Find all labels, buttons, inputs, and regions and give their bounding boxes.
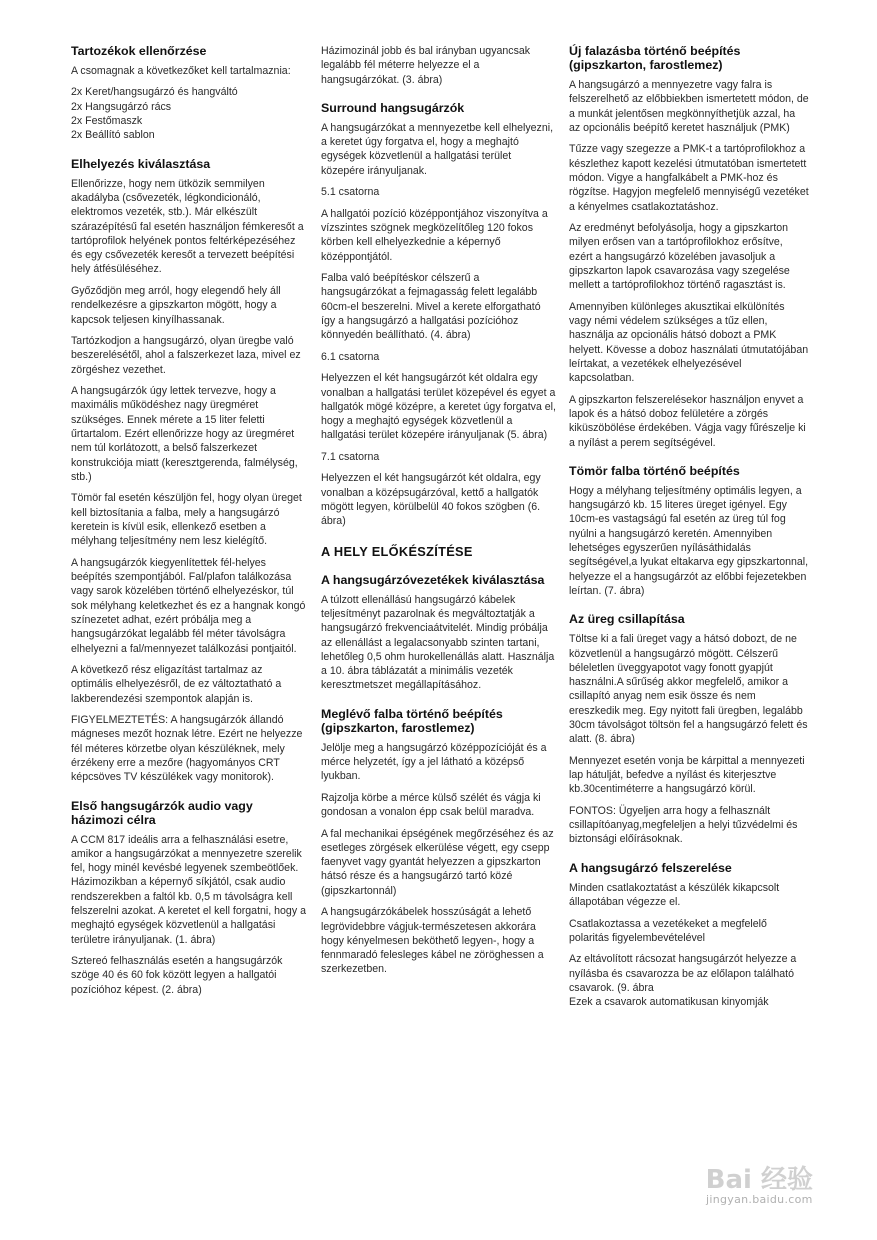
heading-site-preparation: A HELY ELŐKÉSZÍTÉSE [321,543,473,559]
paragraph: Mennyezet esetén vonja be kárpittal a mennyezeti lap hátulját, befedve a nyílást és kiterjesztve kb.30centiméterre a hangsugárzó körül. [569,754,805,796]
paragraph: A következő rész eligazítást tartalmaz az optimális elhelyezésről, de ez változtatható a lakberendezési szempontok alapján is. [71,664,282,705]
paragraph: Tűzze vagy szegezze a PMK-t a tartóprofilokhoz a készlethez kapott kezelési útmutatóban ismertetett módon. Vigye a hangfalkábelt a PMK-hoz és rögzítse. Hagyjon megfelelő mennyiségű vezetéket a kényelmes csatlakoztatáshoz. [569,143,809,213]
paragraph: A fal mechanikai épségének megőrzéséhez és az esetleges zörgések elkerülése végett, egy csepp faenyvet vagy gyantát helyezzen a gipszkarton hátsó része és a hangsugárzó tartó közé (gipszkartonnál) [321,827,554,897]
heading-cable-selection: A hangsugárzóvezetékek kiválasztása [321,572,545,587]
paragraph: A hangsugárzókat a mennyezetbe kell elhelyezni, a keretet úgy forgatva el, hogy a meghajtó egységek közvetlenül a hallgatási terület közepére irányuljanak. [321,121,554,177]
paragraph: A csomagnak a következőket kell tartalmaznia: [71,65,291,77]
list-item: 2x Hangsugárzó rács [71,100,172,113]
heading-speaker-mounting: A hangsugárzó felszerelése [569,860,732,875]
paragraph: Rajzolja körbe a mérce külső szélét és vágja ki gondosan a vonalon épp csak belül maradva. [321,791,541,819]
paragraph: A hallgatói pozíció középpontjához viszonyítva a vízszintes szögnek megközelítőleg 120 fokos körben kell elhelyezkednie a képernyő középpontjától. [321,207,548,263]
paragraph: Hogy a mélyhang teljesítmény optimális legyen, a hangsugárzó kb. 15 literes üreget igényel. Egy 10cm-es vastagságú fal esetén az üreg túl fog nyúlni a hangsugárzó keretén. Amennyiben lehetséges egyszerűen nyílásáthidalás segítségével,a lyukat eltakarva egy gipszkartonnal, helyezze el a hangsugárzót az előbbi fejezetekben leírtan. (7. ábra) [569,484,809,597]
heading-new-wall: Új falazásba történő beépítés (gipszkarton, farostlemez) [569,44,741,72]
paragraph: Csatlakoztassa a vezetékeket a megfelelő polaritás figyelembevételével [569,917,767,944]
paragraph: A hangsugárzókábelek hosszúságát a lehető legrövidebbre vágjuk-természetesen akkorára hogy kényelmesen beköthető legyen-, hogy a fennmaradó felesleges kábel ne zöröghessen a szerkezetben. [321,906,544,976]
paragraph: A hangsugárzó a mennyezetre vagy falra is felszerelhető az előbbiekben ismertetett módon, de a munkát jelentősen megkönnyíthetjük azzal, ha az opcionális beépítő keretet használjuk (PMK) [569,79,809,134]
channel-label: 5.1 csatorna [321,186,380,199]
paragraph: Ezek a csavarok automatikusan kinyomják [569,996,769,1009]
paragraph: Tartózkodjon a hangsugárzó, olyan üregbe való beszerelésétől, ahol a falszerkezet laza, mivel ez zörgéshez vezethet. [71,335,301,376]
watermark-url: jingyan.baidu.com [706,1193,813,1206]
column-2 [321,44,557,984]
paragraph: Tömör fal esetén készüljön fel, hogy olyan üreget kell biztosítania a falba, mely a hangsugárzó keretein is kívül esik, ellenkező esetben a mélyhang teljesítmény nem lesz kielégítő. [71,492,302,548]
paragraph: Az eredményt befolyásolja, hogy a gipszkarton milyen erősen van a tartóprofilokhoz erősítve, ezért a hangsugárzó közelében javasoljuk a gipszkarton lapok csavarozása vagy szegelése mellett a tartóprofilokhoz történő ragasztást is. [569,222,790,292]
paragraph: A CCM 817 ideális arra a felhasználási esetre, amikor a hangsugárzókat a mennyezetre szerelik fel, hogy minél kevésbé legyenek szembeötlőek. Házimozikban a képernyő síkjától, csak audio rendszerekben a faltól kb. 0,5 m távolságra kell felszerelni azokat. A keretet el kell forgatni, hogy a meghajtó egységek közvetlenül a hallgatási területre irányuljanak. (1. ábra) [71,833,306,946]
paragraph: Ellenőrizze, hogy nem ütközik semmilyen akadályba (csővezeték, légkondicionáló, elektromos vezeték, stb.). Már elkészült szárazépítésű fal esetén használjon fémkeresőt a tartóprofilok helyének pontos feltérképezéséhez és egy csővezeték keresőt a tervezett beépítési hely átfésüléséhez. [71,177,304,276]
paragraph: A gipszkarton felszerelésekor használjon enyvet a lapok és a hátsó doboz felületére a zörgés kiküszöbölése érdekében. Vágja vagy fűrészelje ki a nyílást a perem segítségével. [569,393,806,449]
document-page [71,44,810,1224]
baidu-logo-icon: Bai 经验 [705,1165,813,1195]
paragraph: Amennyiben különleges akusztikai elkülönítés vagy némi védelem szükséges a tűz ellen, használja az opcionális hátsó dobozt a PMK helyett. Kövesse a doboz használati útmutatójában leírtakat, a vezetékek elhelyezésével kapcsolatban. [569,300,809,385]
list-item: 2x Beállító sablon [71,129,155,142]
paragraph: Az eltávolított rácsozat hangsugárzót helyezze a nyílásba és csavarozza be az előlapon található csavarok. (9. ábra [569,953,797,994]
paragraph: Minden csatlakoztatást a készülék kikapcsolt állapotában végezze el. [569,881,780,909]
paragraph: Házimozinál jobb és bal irányban ugyancsak legalább fél méterre helyezze el a hangsugárzókat. (3. ábra) [321,45,531,86]
paragraph: Helyezzen el két hangsugárzót két oldalra, egy vonalban a középsugárzóval, kettő a hallgatók mögött legyen, körülbelül 40 fokos szögben (6. ábra) [321,472,541,528]
heading-surround-speakers: Surround hangsugárzók [321,100,465,115]
list-item: 2x Keret/hangsugárzó és hangváltó [71,86,238,99]
paragraph: Sztereó felhasználás esetén a hangsugárzók szöge 40 és 60 fok között legyen a hallgatói pozícióhoz képest. (2. ábra) [71,955,283,996]
paragraph: A túlzott ellenállású hangsugárzó kábelek teljesítményt pazarolnak és megváltoztatják a hangsugárzó frekvenciaátvitelét. Mindig próbálja az ellenállást a legalacsonyabb szinten tartani, lehetőleg 0,5 ohm hurokellenállás alatt. Használja a 10. ábra táblázatát a minimális vezeték keresztmetszet megállapításához. [321,593,555,692]
paragraph: A hangsugárzók kiegyenlítettek fél-helyes beépítés szempontjából. Fal/plafon találkozása vagy sarok közelében történő elhelyezéskor, túl sok mélyhang keletkezhet és ez a hangnak kongó színezetet adhat, ezért próbálja meg a hangsugárzókat legalább fél méter távolságra elhelyezni a fal/mennyezet találkozási pontjaitól. [71,556,306,655]
paragraph: Töltse ki a fali üreget vagy a hátsó dobozt, de ne közvetlenül a hangsugárzó mögött. Célszerű béleletlen üveggyapotot vagy fonott gyapjút használni.A sűrűség akkor megfelelő, amikor a csillapító anyag nem esik össze és nem ereszkedik meg. Egy nyitott fali üregben, legalább 30cm távolságot töltsön fel a hangsugárzó felett és alatt. (8. ábra) [569,633,808,746]
list-item: 2x Festőmaszk [71,115,143,128]
heading-cavity-damping: Az üreg csillapítása [569,612,685,627]
heading-solid-wall: Tömör falba történő beépítés [569,463,740,478]
channel-label: 6.1 csatorna [321,350,380,363]
paragraph: Falba való beépítéskor célszerű a hangsugárzókat a fejmagasság felett legalább 60cm-el beszerelni. Mivel a kerete elforgatható így a hangsugárzó a hallgatási pozícióhoz könnyedén beállítható. (4. ábra) [321,272,541,342]
column-3 [569,44,809,1017]
heading-existing-wall: Meglévő falba történő beépítés (gipszkarton, farostlemez) [321,706,503,735]
paragraph: Győződjön meg arról, hogy elegendő hely áll rendelkezésre a gipszkarton mögött, hogy a kapcsok teljesen kinyílhassanak. [71,284,281,326]
column-1 [71,44,307,1004]
heading-accessories-check: Tartozékok ellenőrzése [71,44,207,58]
warning-paragraph: FIGYELMEZTETÉS: A hangsugárzók állandó mágneses mezőt hoznak létre. Ezért ne helyezze fél méteres körzetbe olyan készüléknek, mely érzékeny erre a mezőre (hagyományos CRT képcsöves TV készülékek vagy monitorok). [71,714,303,784]
important-paragraph: FONTOS: Ügyeljen arra hogy a felhasznált csillapítóanyag,megfeleljen a helyi tűzvédelmi és biztonsági előírásoknak. [569,804,798,846]
accessory-list [71,85,307,142]
channel-label: 7.1 csatorna [321,450,380,463]
paragraph: Jelölje meg a hangsugárzó középpozícióját és a mérce helyzetét, így a jel látható a középső lyukban. [321,741,547,783]
paragraph: Helyezzen el két hangsugárzót két oldalra egy vonalban a hallgatási terület közepével és egyet a hallgatók mögé középre, a keretet úgy forgatva el, hogy a meghajtó egységek közvetlenül a hallgatási terület közepére irányuljanak (5. ábra) [321,372,556,442]
paragraph: A hangsugárzók úgy lettek tervezve, hogy a maximális működéshez nagy üregméret szükséges. Ennek mérete a 15 liter feletti űrtartalom. Ezért ellenőrizze hogy az üregméret nem túl korlátozott, a belső falszerkezet konstrukciója miatt (keresztgerenda, falmélység, stb.) [71,385,298,483]
heading-placement-selection: Elhelyezés kiválasztása [71,156,211,171]
heading-front-speakers: Első hangsugárzók audio vagy házimozi célra [71,798,253,827]
